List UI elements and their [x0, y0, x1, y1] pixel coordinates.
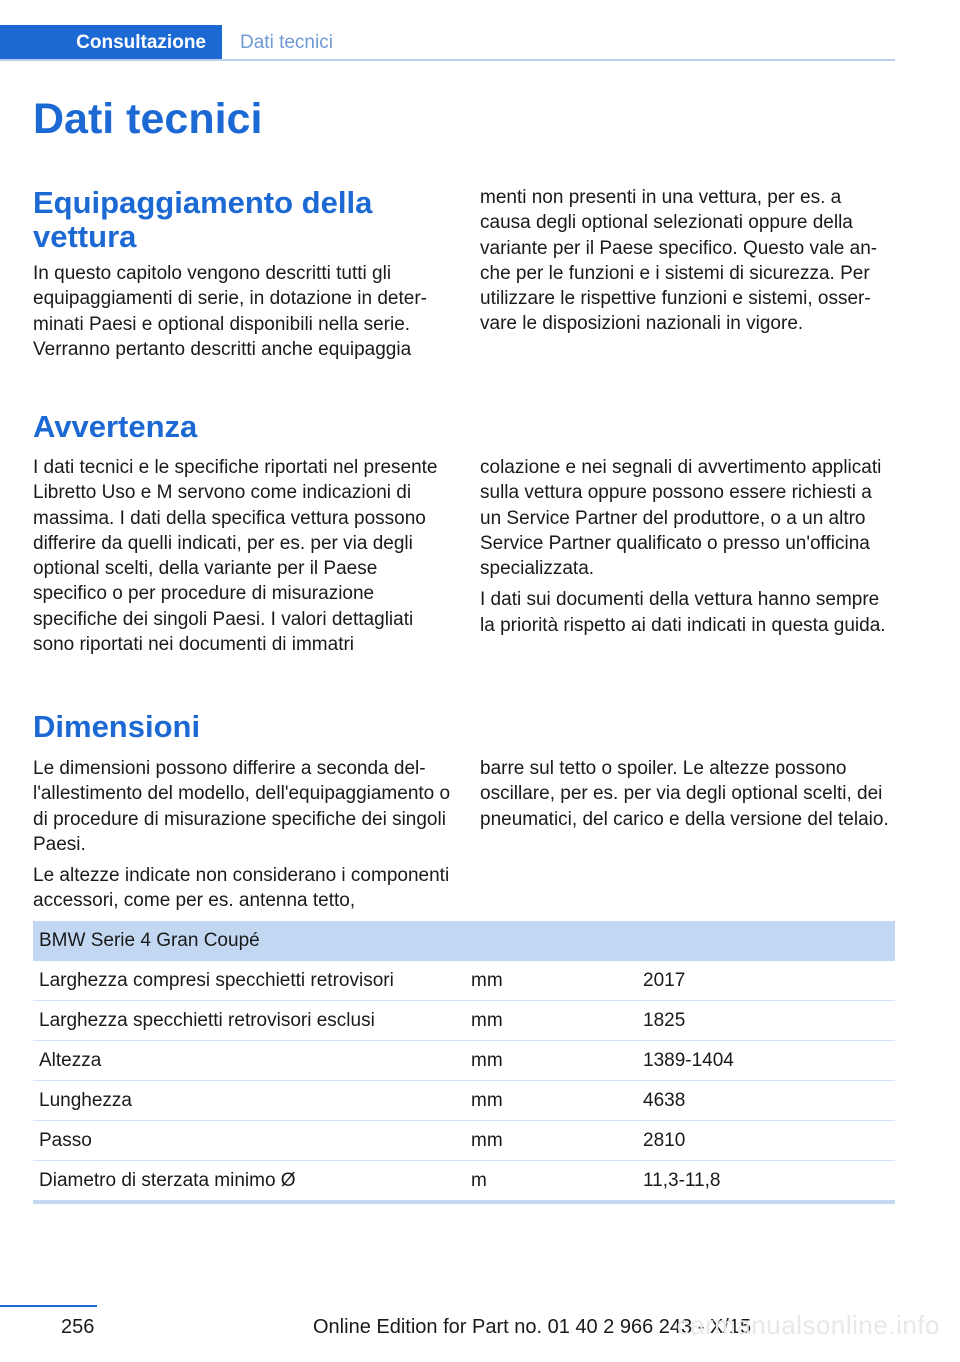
heading-equipaggiamento [33, 186, 372, 254]
row-value: 2017 [637, 961, 895, 1001]
row-value: 1825 [637, 1001, 895, 1041]
row-unit: mm [465, 1001, 637, 1041]
row-value: 2810 [637, 1121, 895, 1161]
dimensions-left-text-2: Le altezze indicate non considerano i componenti accessori, come per es. antenna tetto, [33, 865, 450, 912]
dimensions-left-text-1: Le dimensioni possono differire a seconda dell'allestimento del modello, dell'equipaggiamento o di procedure di misurazione specifiche dei singoli Paesi. [33, 758, 451, 855]
tab-dati-tecnici[interactable]: Dati tecnici [240, 32, 333, 53]
page-number-bar [0, 1305, 97, 1307]
row-value: 11,3-11,8 [637, 1161, 895, 1203]
table-row [33, 1001, 895, 1041]
row-unit: mm [465, 1121, 637, 1161]
header-rule [0, 59, 895, 61]
row-label: Diametro di sterzata minimo Ø [33, 1161, 465, 1203]
row-unit: mm [465, 1041, 637, 1081]
heading-equipaggiamento-line2: vettura [33, 219, 137, 254]
table-header-row [33, 921, 895, 961]
warning-right-text-1: colazione e nei segnali di avvertimento applicati sulla vettura oppure possono essere richiesti a un Service Partner del produttore, o a un altro Service Partner qualificato o presso un'officina specializzata. [480, 457, 882, 580]
dimensions-right-column [480, 756, 895, 838]
table-row [33, 1081, 895, 1121]
row-unit: mm [465, 1081, 637, 1121]
page-number: 256 [61, 1316, 95, 1338]
dimensions-left-column [33, 756, 453, 920]
tab-consultazione[interactable]: Consultazione [0, 25, 222, 61]
heading-equipaggiamento-line1: Equipaggiamento della [33, 185, 373, 220]
heading-avvertenza: Avvertenza [33, 409, 198, 444]
row-label: Larghezza specchietti retrovisori esclusi [33, 1001, 465, 1041]
table-row [33, 1041, 895, 1081]
dimensions-right-text: barre sul tetto o spoiler. Le altezze possono oscillare, per es. per via degli optional scelti, dei pneumatici, del carico e della versione del telaio. [480, 758, 889, 830]
equip-left-column [33, 261, 453, 368]
table-row [33, 1161, 895, 1203]
watermark: carmanualsonline.info [676, 1310, 940, 1340]
edition-footer: Online Edition for Part no. 01 40 2 966 243 - X/15 [313, 1316, 752, 1338]
warning-right-column [480, 455, 895, 644]
equip-right-text: menti non presenti in una vettura, per es. a causa degli optional selezionati oppure della variante per il Paese specifico. Questo vale anche per le funzioni e i sistemi di sicurezza. Per utilizzare le rispettive funzioni e sistemi, osservare le disposizioni nazionali in vigore. [480, 187, 878, 335]
table-header: BMW Serie 4 Gran Coupé [33, 921, 895, 961]
row-label: Altezza [33, 1041, 465, 1081]
table-row [33, 1121, 895, 1161]
dimensions-table [33, 921, 895, 1204]
row-value: 1389-1404 [637, 1041, 895, 1081]
warning-left-text: I dati tecnici e le specifiche riportati nel presente Libretto Uso e M servono come indicazioni di massima. I dati della specifica vettura possono differire da quelli indicati, per es. per via degli optional scelti, della variante per il Paese specifico o per procedure di misurazione specifiche dei singoli Paesi. I valori dettagliati sono riportati nei documenti di immatri [33, 457, 438, 656]
equip-left-text: In questo capitolo vengono descritti tutti gli equipaggiamenti di serie, in dotazione in determinati Paesi e optional disponibili nella serie. Verranno pertanto descritti anche equipaggia [33, 263, 427, 360]
heading-dimensioni: Dimensioni [33, 709, 201, 744]
page-title: Dati tecnici [33, 95, 263, 143]
row-unit: mm [465, 961, 637, 1001]
equip-right-column [480, 185, 895, 343]
table-row [33, 961, 895, 1001]
warning-right-text-2: I dati sui documenti della vettura hanno sempre la priorità rispetto ai dati indicati in questa guida. [480, 589, 886, 636]
row-label: Lunghezza [33, 1081, 465, 1121]
row-value: 4638 [637, 1081, 895, 1121]
header-tabs [0, 0, 895, 62]
row-label: Passo [33, 1121, 465, 1161]
row-label: Larghezza compresi specchietti retrovisori [33, 961, 465, 1001]
warning-left-column [33, 455, 453, 663]
row-unit: m [465, 1161, 637, 1203]
